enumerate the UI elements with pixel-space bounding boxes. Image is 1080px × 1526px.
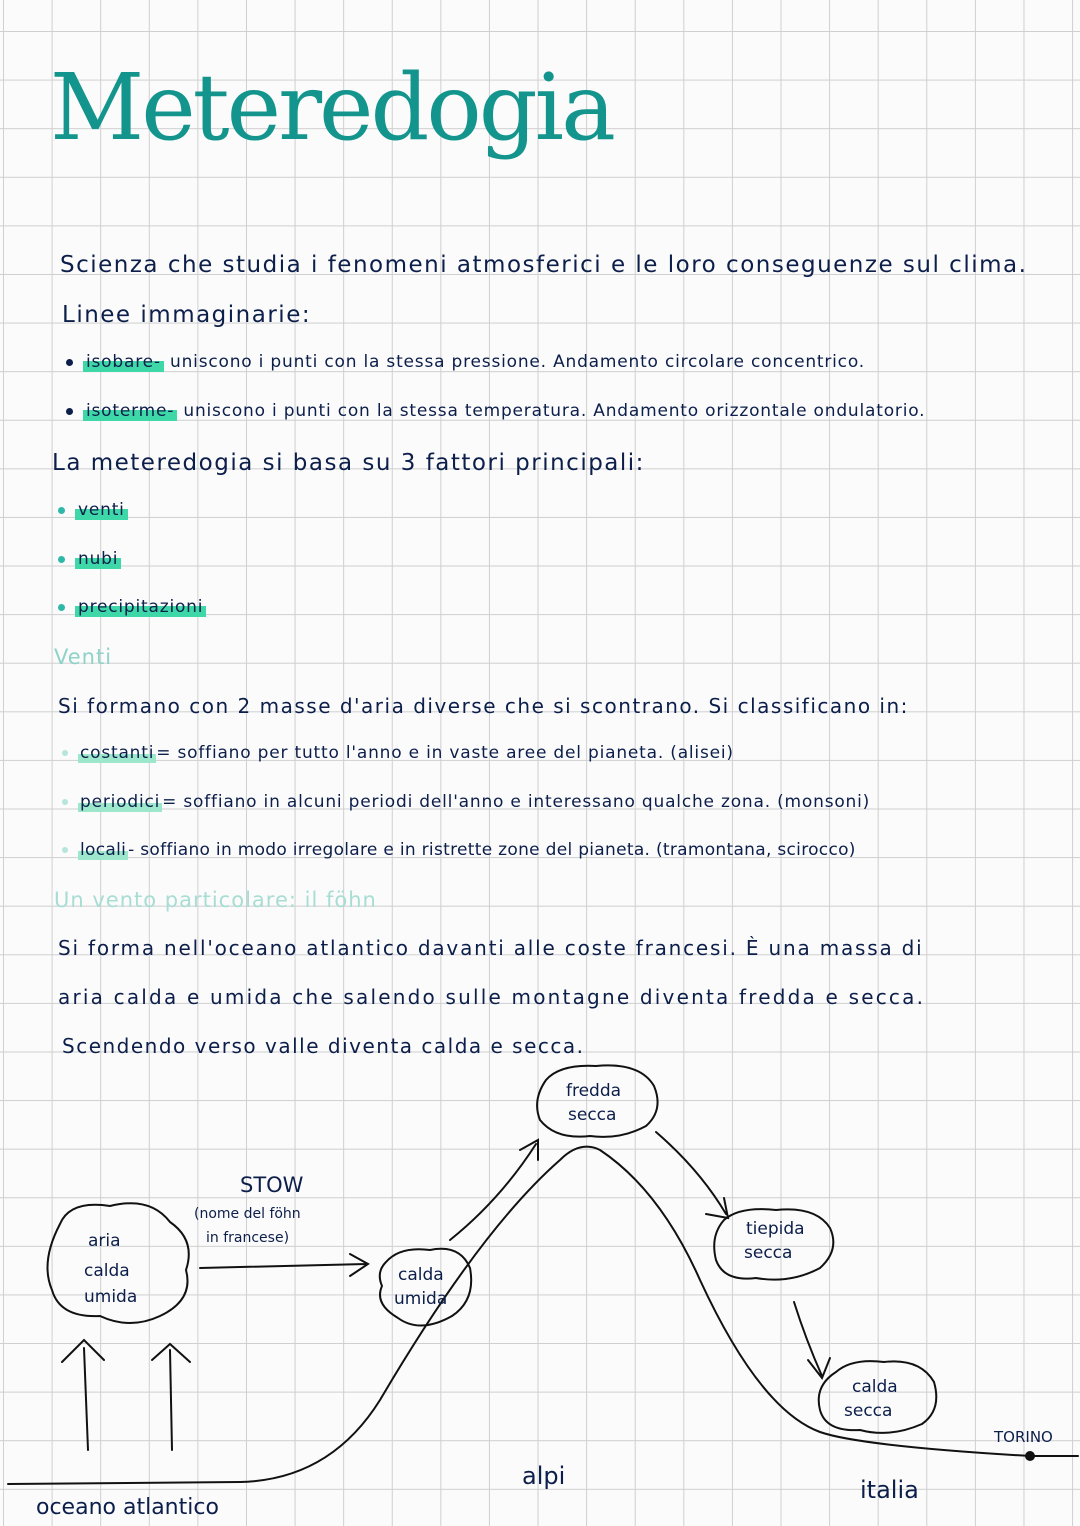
factor-label: venti bbox=[75, 500, 128, 520]
label-oceano: oceano atlantico bbox=[36, 1495, 219, 1520]
cloud-tiepida-line: secca bbox=[744, 1243, 793, 1263]
cloud-icon bbox=[537, 1065, 657, 1136]
cloud-fredda-line: fredda bbox=[566, 1081, 622, 1101]
factor-label: precipitazioni bbox=[75, 597, 206, 617]
fohn-line: aria calda e umida che salendo sulle montagne diventa fredda e secca. bbox=[58, 985, 926, 1009]
cloud-calda-umida-line: calda bbox=[398, 1265, 444, 1285]
arrow-up-right-icon bbox=[450, 1140, 538, 1240]
cloud-calda-umida-line: umida bbox=[394, 1289, 448, 1309]
isobare-desc: uniscono i punti con la stessa pressione. Andamento circolare concentrico. bbox=[170, 352, 865, 372]
costanti-term: costanti bbox=[80, 743, 155, 763]
cloud-fredda-line: secca bbox=[568, 1105, 617, 1125]
locali-term: locali bbox=[80, 840, 127, 860]
intro-text: Scienza che studia i fenomeni atmosferici e le loro conseguenze sul clima. bbox=[60, 252, 1028, 278]
costanti-desc: = soffiano per tutto l'anno e in vaste aree del pianeta. (alisei) bbox=[156, 743, 734, 763]
page-title: Meteredogia bbox=[50, 54, 613, 161]
arrow-up-icon bbox=[62, 1340, 104, 1450]
arrow-down-icon bbox=[794, 1302, 830, 1378]
torino-dot-icon bbox=[1025, 1451, 1035, 1461]
label-torino: TORINO bbox=[994, 1428, 1053, 1446]
isoterme-desc: uniscono i punti con la stessa temperatura. Andamento orizzontale ondulatorio. bbox=[183, 401, 926, 421]
stow-note: (nome del föhn bbox=[194, 1206, 301, 1222]
stow-note: in francese) bbox=[206, 1230, 290, 1246]
fohn-line: Scendendo verso valle diventa calda e secca. bbox=[62, 1034, 585, 1058]
arrow-up-icon bbox=[152, 1344, 190, 1450]
stow-label: STOW bbox=[240, 1173, 304, 1197]
cloud-aria-line: aria bbox=[88, 1231, 121, 1251]
cloud-aria-line: calda bbox=[84, 1261, 130, 1281]
periodici-term: periodici bbox=[80, 792, 161, 812]
factor-label: nubi bbox=[75, 549, 121, 569]
cloud-icon bbox=[380, 1249, 471, 1326]
arrow-down-right-icon bbox=[656, 1132, 728, 1218]
label-alpi: alpi bbox=[522, 1462, 566, 1490]
cloud-tiepida-line: tiepida bbox=[746, 1219, 805, 1239]
venti-heading: Venti bbox=[54, 645, 113, 669]
locali-desc: - soffiano in modo irregolare e in ristrette zone del pianeta. (tramontana, scirocco) bbox=[128, 840, 856, 860]
cloud-calda-secca-line: calda bbox=[852, 1377, 898, 1397]
cloud-aria-line: umida bbox=[84, 1287, 138, 1307]
fohn-heading: Un vento particolare: il föhn bbox=[54, 888, 377, 912]
cloud-calda-secca-line: secca bbox=[844, 1401, 893, 1421]
label-italia: italia bbox=[860, 1476, 919, 1504]
venti-intro: Si formano con 2 masse d'aria diverse che si scontrano. Si classificano in: bbox=[58, 694, 909, 718]
lines-heading: Linee immaginarie: bbox=[62, 302, 312, 328]
isoterme-term: isoterme- bbox=[83, 401, 177, 421]
isobare-term: isobare- bbox=[83, 352, 164, 372]
periodici-desc: = soffiano in alcuni periodi dell'anno e interessano qualche zona. (monsoni) bbox=[162, 792, 871, 812]
factors-intro: La meteredogia si basa su 3 fattori principali: bbox=[52, 450, 645, 476]
cloud-icon bbox=[819, 1361, 937, 1433]
arrow-right-icon bbox=[200, 1254, 368, 1276]
fohn-line: Si forma nell'oceano atlantico davanti alle coste francesi. È una massa di bbox=[58, 936, 924, 960]
